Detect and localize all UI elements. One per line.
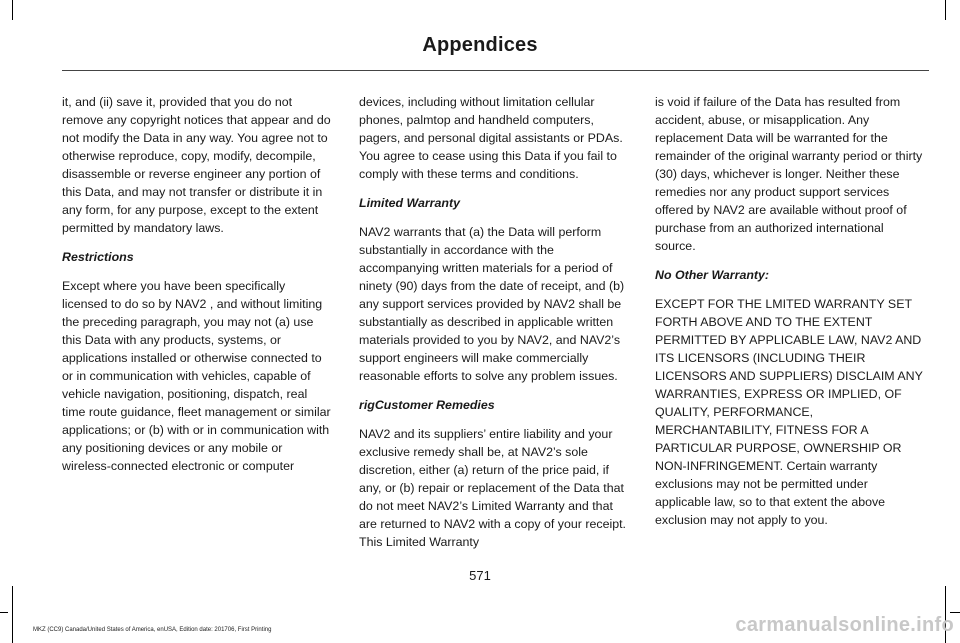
section-heading: Restrictions [62, 250, 134, 264]
body-paragraph: Except where you have been specifically licensed to do so by NAV2 , and without limiting the preceding paragraph, you may not (a) use this Data with any products, systems, or applications installed or otherwise connected to or in communication with vehicles, capable of vehicle navigation, positioning, dispatch, real time route guidance, fleet management or similar applications; or (b) with or in communication with any positioning devices or any mobile or wireless-connected electronic or computer [62, 279, 331, 473]
text-column-3 [655, 93, 927, 540]
body-paragraph: EXCEPT FOR THE LMITED WARRANTY SET FORTH ABOVE AND TO THE EXTENT PERMITTED BY APPLICABLE LAW, NAV2 AND ITS LICENSORS (INCLUDING THEIR LICENSORS AND SUPPLIERS) DISCLAIM ANY WARRANTIES, EXPRESS OR IMPLIED, OF QUALITY, PERFORMANCE, MERCHANTABILITY, FITNESS FOR A PARTICULAR PURPOSE, OWNERSHIP OR NON-INFRINGEMENT. Certain warranty exclusions may not be permitted under applicable law, so to that extent the above exclusion may not apply to you. [655, 297, 923, 527]
crop-mark-bottom-right-h [950, 612, 960, 613]
section-heading: Limited Warranty [359, 196, 460, 210]
body-paragraph: devices, including without limitation cellular phones, palmtop and handheld computers, pagers, and personal digital assistants or PDAs. You agree to cease using this Data if you fail to comply with these terms and conditions. [359, 95, 623, 181]
page-title: Appendices [422, 34, 538, 56]
crop-mark-bottom-left-h [0, 612, 8, 613]
crop-mark-bottom-left-v [12, 586, 13, 643]
section-heading: No Other Warranty: [655, 268, 770, 282]
body-paragraph: it, and (ii) save it, provided that you do not remove any copyright notices that appear and do not modify the Data in any way. You agree not to otherwise reproduce, copy, modify, decompile, disassemble or reverse engineer any portion of this Data, and may not transfer or distribute it in any form, for any purpose, except to the extent permitted by mandatory laws. [62, 95, 331, 235]
crop-mark-top-right [945, 0, 946, 20]
header-rule [62, 70, 929, 71]
body-paragraph: NAV2 warrants that (a) the Data will perform substantially in accordance with the accompanying written materials for a period of ninety (90) days from the date of receipt, and (b) any support services provided by NAV2 shall be substantially as described in applicable written materials provided to you by NAV2, and NAV2’s support engineers will make commercially reasonable efforts to solve any problem issues. [359, 225, 625, 383]
watermark: carmanualsonline.info [735, 614, 954, 636]
page-number: 571 [469, 568, 491, 583]
text-column-1 [62, 93, 334, 486]
footer-edition-note: MKZ (CC9) Canada/United States of America, enUSA, Edition date: 201706, First Printing [33, 627, 272, 633]
body-paragraph: NAV2 and its suppliers’ entire liability and your exclusive remedy shall be, at NAV2’s sole discretion, either (a) return of the price paid, if any, or (b) repair or replacement of the Data that do not meet NAV2’s Limited Warranty and that are returned to NAV2 with a copy of your receipt. This Limited Warranty [359, 427, 626, 549]
crop-mark-top-left [12, 0, 13, 20]
body-paragraph: is void if failure of the Data has resulted from accident, abuse, or misapplication. Any replacement Data will be warranted for the remainder of the original warranty period or thirty (30) days, whichever is longer. Neither these remedies nor any product support services offered by NAV2 are available without proof of purchase from an authorized international source. [655, 95, 923, 253]
text-column-2 [359, 93, 631, 562]
section-heading: rigCustomer Remedies [359, 398, 495, 412]
